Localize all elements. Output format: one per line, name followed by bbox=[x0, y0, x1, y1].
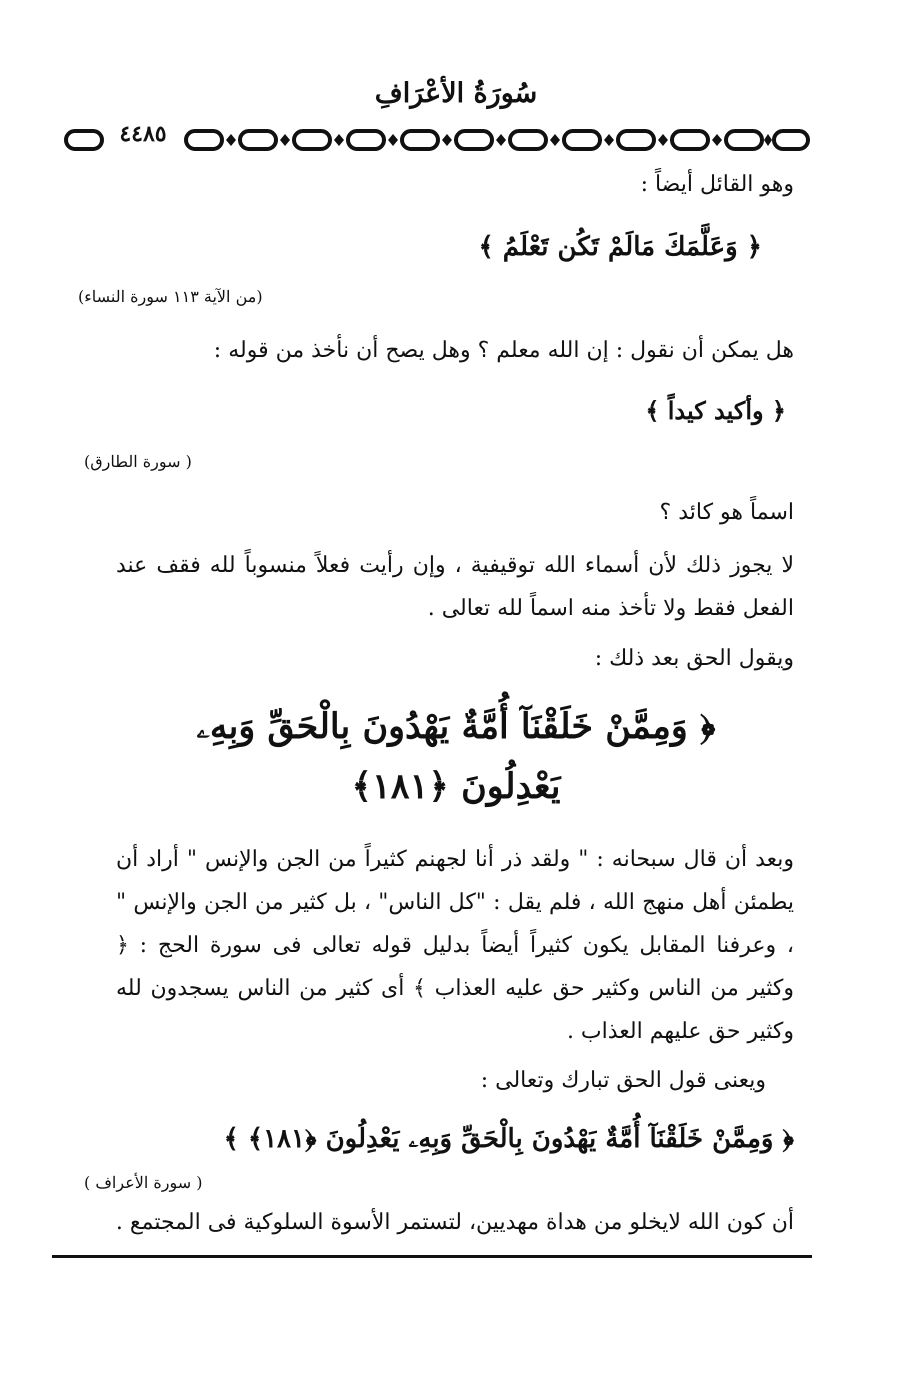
quran-verse: ﴿ وَعَلَّمَكَ مَالَمْ تَكُن تَعْلَمُ ﴾ bbox=[478, 232, 762, 262]
text-line: ويقول الحق بعد ذلك : bbox=[594, 646, 794, 671]
text-line: هل يمكن أن نقول : إن الله معلم ؟ وهل يصح أن نأخذ من قوله : bbox=[213, 338, 794, 363]
page-number: ٤٤٨٥ bbox=[110, 121, 176, 147]
paragraph: وبعد أن قال سبحانه : " ولقد ذر أنا لجهنم كثيراً من الجن والإنس " أراد أن يطمئن أهل منهج الله ، فلم يقل : "كل الناس" ، بل كثير من الجن والإنس " ، وعرفنا المقابل يكون كثيراً أيضاً بدليل قوله تعالى فى سورة الحج : ﴿ وكثير من الناس وكثير حق عليه العذاب ﴾ أى كثير من الناس يسجدون لله وكثير حق عليهم العذاب . bbox=[116, 847, 794, 1044]
verse-reference: ( سورة الطارق) bbox=[84, 452, 192, 471]
paragraph: لا يجوز ذلك لأن أسماء الله توقيفية ، وإن رأيت فعلاً منسوباً لله فقف عند الفعل فقط ولا تأخذ منه اسماً لله تعالى . bbox=[116, 553, 794, 621]
quran-verse: يَعْدِلُونَ ﴿١٨١﴾ bbox=[351, 766, 561, 807]
bottom-rule bbox=[52, 1255, 812, 1258]
text-line: اسماً هو كائد ؟ bbox=[659, 500, 794, 525]
verse-reference: ( سورة الأعراف ) bbox=[84, 1173, 203, 1192]
text-line: أن كون الله لايخلو من هداة مهديين، لتستمر الأسوة السلوكية فى المجتمع . bbox=[115, 1210, 794, 1235]
text-line: ويعنى قول الحق تبارك وتعالى : bbox=[480, 1068, 766, 1093]
quran-verse: ﴿ وَمِمَّنْ خَلَقْنَآ أُمَّةٌ يَهْدُونَ بِالْحَقِّ وَبِهِۦ bbox=[196, 706, 716, 747]
text-line: وهو القائل أيضاً : bbox=[640, 172, 794, 197]
surah-title: سُورَةُ الأعْرَافِ bbox=[374, 78, 538, 109]
quran-verse: ﴿ وأكيد كيداً ﴾ bbox=[645, 396, 786, 425]
verse-reference: (من الآية ١١٣ سورة النساء) bbox=[78, 287, 263, 306]
quran-verse: ﴿ وَمِمَّنْ خَلَقْنَآ أُمَّةٌ يَهْدُونَ بِالْحَقِّ وَبِهِۦ يَعْدِلُونَ ﴿١٨١﴾ ﴾ bbox=[223, 1124, 794, 1154]
